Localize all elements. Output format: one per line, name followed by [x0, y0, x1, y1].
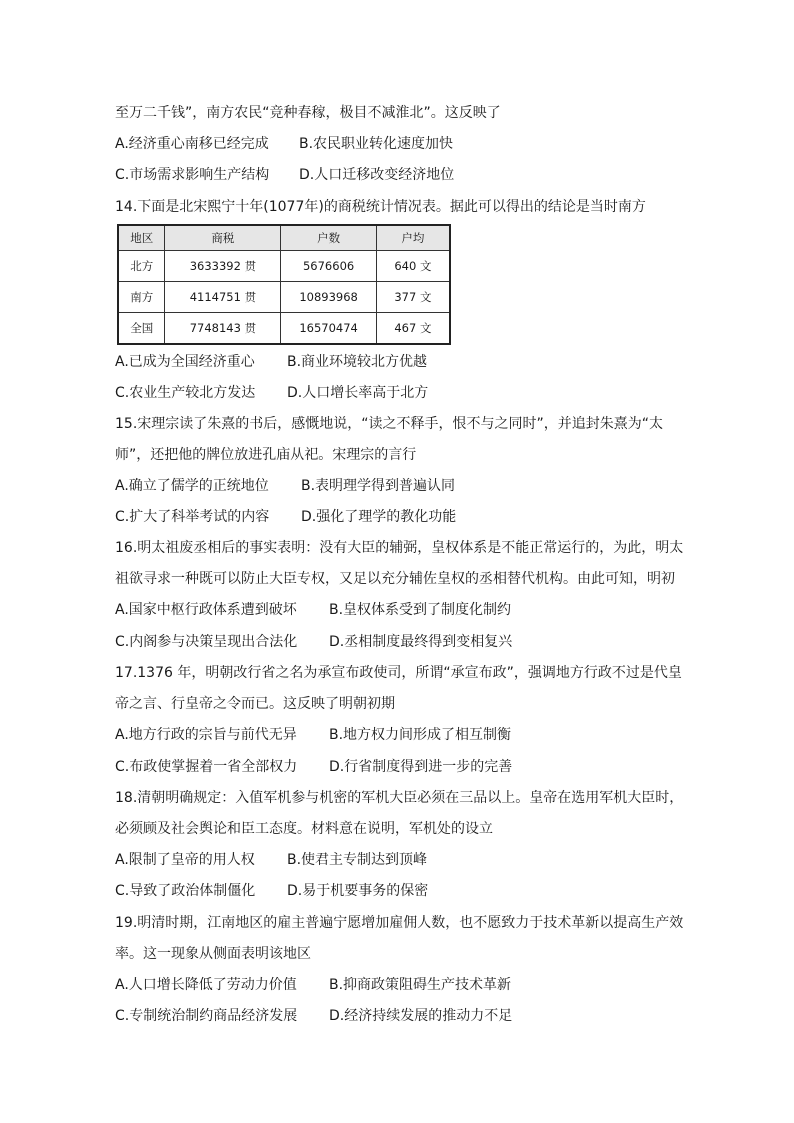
q15-stem-line-1: 15.宋理宗读了朱熹的书后，感慨地说，“读之不释手，恨不与之同时”，并追封朱熹为“太	[115, 416, 664, 432]
q18-option-b: B.使君主专制达到顶峰	[287, 852, 428, 868]
q17-option-b: B.地方权力间形成了相互制衡	[329, 727, 512, 743]
q15-stem-line-2: 师”，还把他的牌位放进孔庙从祀。宋理宗的言行	[115, 447, 417, 463]
table-cell: 5676606	[281, 251, 376, 282]
table-cell: 北方	[118, 251, 165, 282]
q19-stem-line-2: 率。这一现象从侧面表明该地区	[115, 946, 311, 962]
q15-option-c: C.扩大了科举考试的内容	[115, 509, 270, 525]
q16-stem-line-2: 祖欲寻求一种既可以防止大臣专权，又足以充分辅佐皇权的丞相替代机构。由此可知，明初	[115, 571, 675, 587]
commercial-tax-table	[117, 224, 451, 345]
table-cell: 4114751 贯	[165, 282, 281, 313]
table-cell: 7748143 贯	[165, 313, 281, 345]
q13-option-c: C.市场需求影响生产结构	[115, 167, 270, 183]
q15-option-a: A.确立了儒学的正统地位	[115, 478, 269, 494]
table-cell: 10893968	[281, 282, 376, 313]
table-cell: 467 文	[376, 313, 450, 345]
q13-option-b: B.农民职业转化速度加快	[299, 136, 454, 152]
table-cell: 3633392 贯	[165, 251, 281, 282]
q19-option-c: C.专制统治制约商品经济发展	[115, 1008, 298, 1024]
q19-option-a: A.人口增长降低了劳动力价值	[115, 977, 297, 993]
table-header: 户均	[376, 225, 450, 251]
table-header: 户数	[281, 225, 376, 251]
q16-option-c: C.内阁参与决策呈现出合法化	[115, 634, 298, 650]
q16-option-b: B.皇权体系受到了制度化制约	[329, 602, 512, 618]
q14-option-a: A.已成为全国经济重心	[115, 354, 255, 370]
q16-stem-line-1: 16.明太祖废丞相后的事实表明：没有大臣的辅弼，皇权体系是不能正常运行的，为此，明太	[115, 540, 684, 556]
table-cell: 全国	[118, 313, 165, 345]
table-cell: 南方	[118, 282, 165, 313]
q18-option-c: C.导致了政治体制僵化	[115, 883, 256, 899]
table-header: 地区	[118, 225, 165, 251]
table-cell: 640 文	[376, 251, 450, 282]
q19-stem-line-1: 19.明清时期，江南地区的雇主普遍宁愿增加雇佣人数，也不愿致力于技术革新以提高生产效	[115, 915, 684, 931]
q17-option-a: A.地方行政的宗旨与前代无异	[115, 727, 297, 743]
q14-stem: 14.下面是北宋熙宁十年(1077年)的商税统计情况表。据此可以得出的结论是当时南方	[115, 199, 646, 215]
q13-option-d: D.人口迁移改变经济地位	[299, 167, 455, 183]
q16-option-a: A.国家中枢行政体系遭到破坏	[115, 602, 297, 618]
q13-option-a: A.经济重心南移已经完成	[115, 136, 269, 152]
table-cell: 377 文	[376, 282, 450, 313]
table-cell: 16570474	[281, 313, 376, 345]
q14-option-c: C.农业生产较北方发达	[115, 385, 256, 401]
q14-option-d: D.人口增长率高于北方	[287, 385, 429, 401]
q18-stem-line-2: 必须顾及社会舆论和臣工态度。材料意在说明，军机处的设立	[115, 821, 493, 837]
q18-option-d: D.易于机要事务的保密	[287, 883, 429, 899]
table-row	[118, 251, 450, 282]
q19-option-d: D.经济持续发展的推动力不足	[329, 1008, 513, 1024]
table-row	[118, 313, 450, 345]
q13-stem: 至万二千钱”，南方农民“竞种春稼，极目不减淮北”。这反映了	[115, 105, 501, 121]
table-header: 商税	[165, 225, 281, 251]
table-row	[118, 282, 450, 313]
q17-option-c: C.布政使掌握着一省全部权力	[115, 759, 298, 775]
q15-option-b: B.表明理学得到普遍认同	[301, 478, 456, 494]
table-header-row	[118, 225, 450, 251]
q15-option-d: D.强化了理学的教化功能	[301, 509, 457, 525]
q17-option-d: D.行省制度得到进一步的完善	[329, 759, 513, 775]
q18-option-a: A.限制了皇帝的用人权	[115, 852, 255, 868]
q16-option-d: D.丞相制度最终得到变相复兴	[329, 634, 513, 650]
q17-stem-line-2: 帝之言、行皇帝之令而已。这反映了明朝初期	[115, 696, 395, 712]
q18-stem-line-1: 18.清朝明确规定：入值军机参与机密的军机大臣必须在三品以上。皇帝在选用军机大臣时，	[115, 790, 684, 806]
q19-option-b: B.抑商政策阻碍生产技术革新	[329, 977, 512, 993]
q14-option-b: B.商业环境较北方优越	[287, 354, 428, 370]
q17-stem-line-1: 17.1376 年，明朝改行省之名为承宣布政使司，所谓“承宣布政”，强调地方行政不过是代皇	[115, 665, 682, 681]
